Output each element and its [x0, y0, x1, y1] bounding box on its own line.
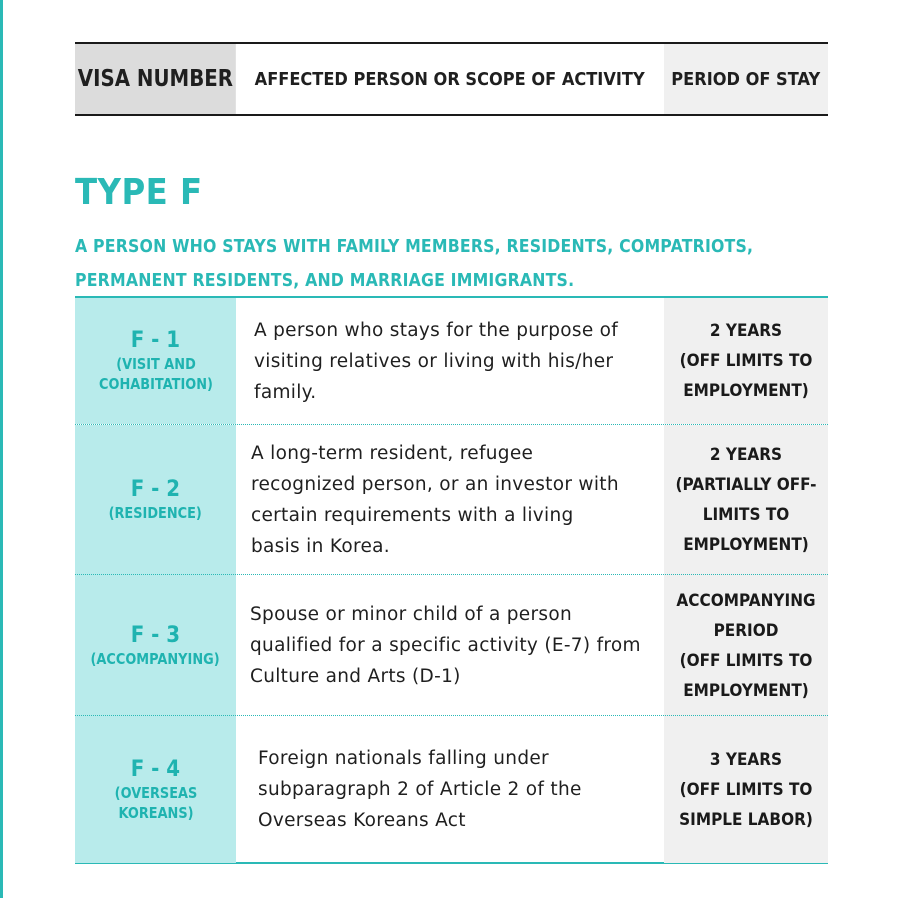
visa-code: F - 3	[130, 622, 181, 648]
visa-cell	[75, 575, 236, 716]
description-text: Foreign nationals falling under subparagraph 2 of Article 2 of the Overseas Koreans Act	[258, 748, 582, 831]
period-cell	[664, 425, 828, 575]
period-text: 2 YEARS (PARTIALLY OFF-LIMITS TO EMPLOYMENT)	[675, 445, 817, 555]
visa-code: F - 4	[130, 756, 181, 782]
visa-code: F - 1	[130, 328, 181, 353]
period-cell	[664, 298, 828, 424]
legend-scope-label: AFFECTED PERSON OR SCOPE OF ACTIVITY	[254, 68, 646, 90]
description-cell	[236, 716, 664, 863]
type-title: TYPE F	[75, 172, 203, 213]
period-text: ACCOMPANYING PERIOD (OFF LIMITS TO EMPLOYMENT)	[676, 590, 816, 701]
column-legend	[75, 42, 828, 116]
visa-table	[75, 296, 828, 864]
description-cell	[236, 425, 664, 575]
legend-period-label: PERIOD OF STAY	[671, 68, 821, 90]
legend-scope	[236, 44, 664, 114]
legend-period	[664, 44, 828, 114]
visa-cell	[75, 716, 236, 863]
period-text: 3 YEARS (OFF LIMITS TO SIMPLE LABOR)	[679, 749, 813, 830]
visa-name: (RESIDENCE)	[108, 504, 203, 522]
period-cell	[664, 575, 828, 716]
visa-cell	[75, 425, 236, 575]
table-row	[75, 298, 828, 424]
description-text: A person who stays for the purpose of visiting relatives or living with his/her family.	[254, 319, 619, 403]
description-cell	[236, 298, 664, 424]
visa-name: (VISIT AND COHABITATION)	[98, 355, 213, 393]
description-text: Spouse or minor child of a person qualified for a specific activity (E-7) from Culture and Arts (D-1)	[250, 604, 641, 687]
period-cell	[664, 716, 828, 863]
legend-visa-number: VISA NUMBER	[75, 44, 236, 114]
visa-name: (ACCOMPANYING)	[90, 649, 221, 668]
table-row	[75, 574, 828, 716]
table-row	[75, 424, 828, 575]
visa-name: (OVERSEAS KOREANS)	[114, 783, 197, 822]
period-text: 2 YEARS (OFF LIMITS TO EMPLOYMENT)	[679, 321, 813, 401]
visa-cell	[75, 298, 236, 424]
left-accent-rule	[0, 0, 3, 898]
description-cell	[236, 575, 664, 716]
visa-code: F - 2	[130, 477, 181, 502]
description-text: A long-term resident, refugee recognized person, or an investor with certain requirements with a living basis in Korea.	[251, 443, 619, 557]
table-row	[75, 715, 828, 863]
type-subtitle: A PERSON WHO STAYS WITH FAMILY MEMBERS, RESIDENTS, COMPATRIOTS, PERMANENT RESIDENTS, AND MARRIAGE IMMIGRANTS.	[75, 237, 754, 291]
